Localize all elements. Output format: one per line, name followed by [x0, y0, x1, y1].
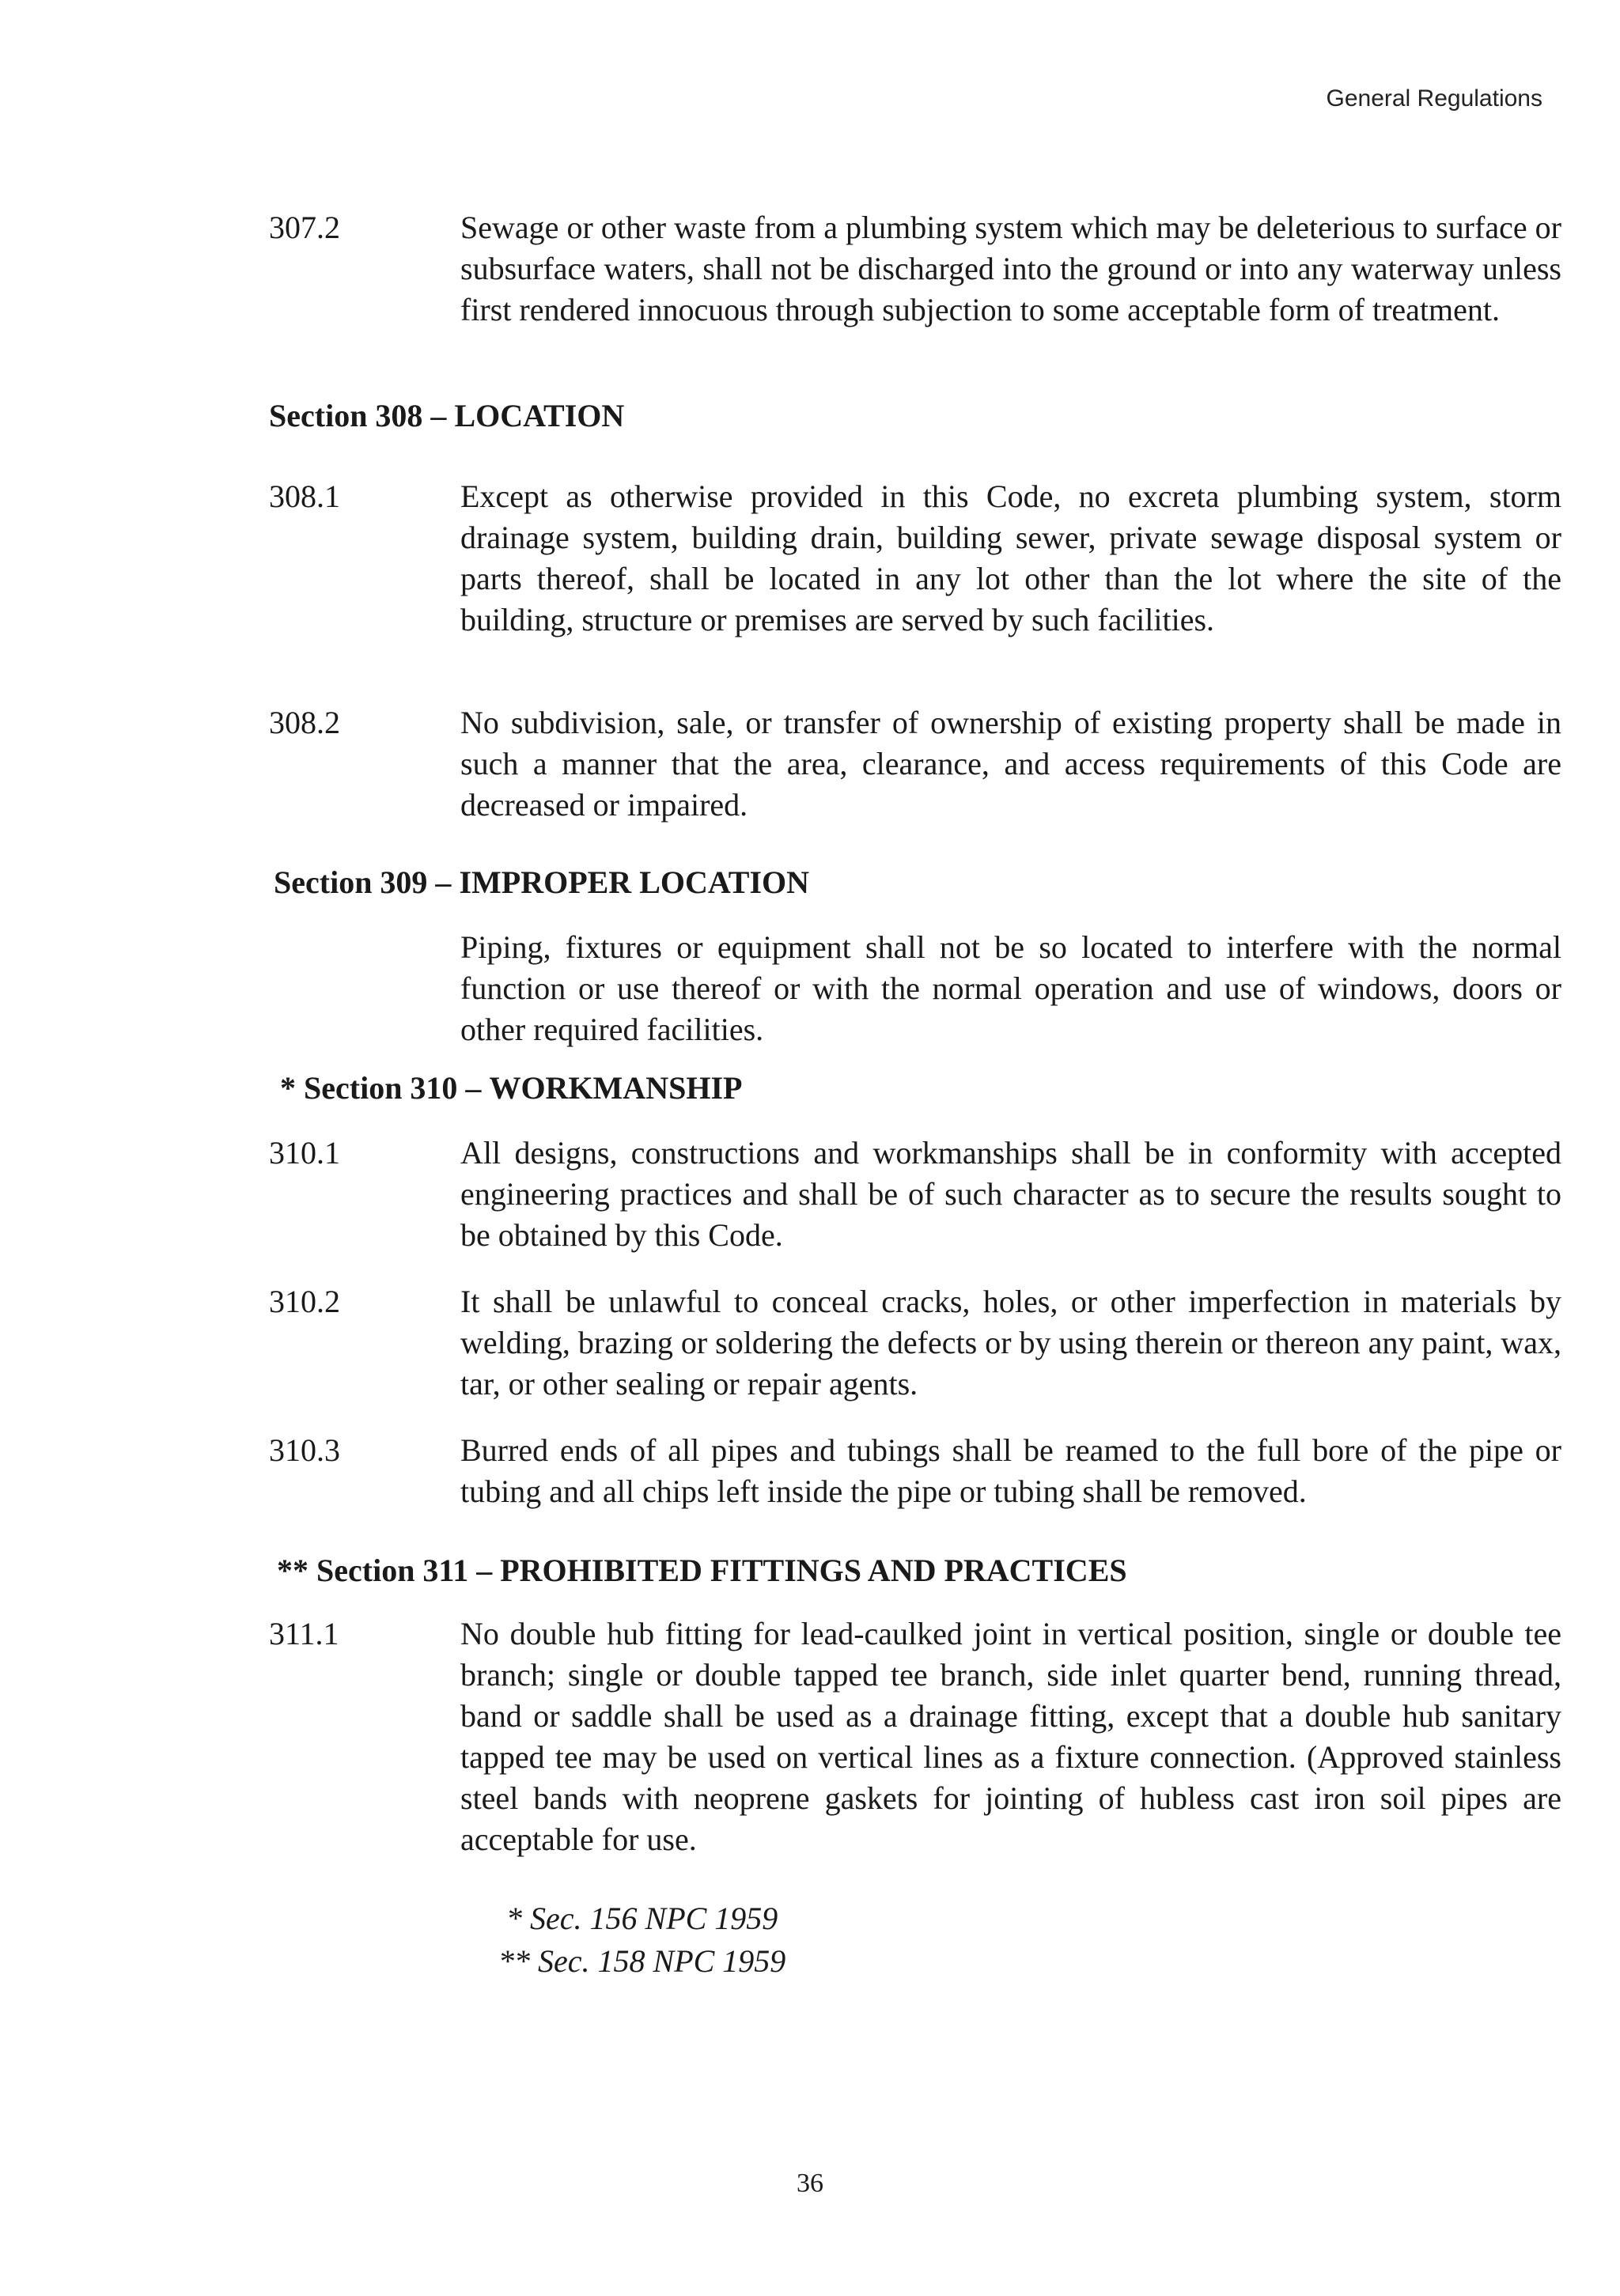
clause-number: 308.2	[269, 705, 340, 740]
section-title: IMPROPER LOCATION	[459, 864, 810, 900]
section-title: PROHIBITED FITTINGS AND PRACTICES	[500, 1553, 1127, 1588]
section-body-309: Piping, fixtures or equipment shall not be so located to interfere with the normal function or use thereof or with the normal operation and use of windows, doors or other required facilities.	[460, 929, 1561, 1047]
section-label: * Section 310 –	[280, 1070, 482, 1106]
section-label: Section 309 –	[274, 864, 452, 900]
clause-number: 308.1	[269, 478, 340, 514]
clause-number: 310.1	[269, 1135, 340, 1171]
clause-text: No double hub fitting for lead-caulked joint in vertical position, single or double tee branch; single or double tapped tee branch, side inlet quarter bend, running thread, band or saddle shall be used as a drainage fitting, except that a double hub sanitary tapped tee may be used on vertical lines as a fixture connection. (Approved stainless steel bands with neoprene gaskets for jointing of hubless cast iron soil pipes are acceptable for use.	[460, 1616, 1561, 1857]
footnote: * Sec. 156 NPC 1959	[506, 1901, 778, 1936]
section-heading-310	[280, 1069, 742, 1107]
page-number: 36	[797, 2169, 823, 2198]
section-heading-308	[269, 397, 624, 435]
clause-text: Except as otherwise provided in this Code, no excreta plumbing system, storm drainage system, building drain, building sewer, private sewage disposal system or parts thereof, shall be located in any lot other than the lot where the site of the building, structure or premises are served by such facilities.	[460, 478, 1561, 637]
clause-text: Sewage or other waste from a plumbing system which may be deleterious to surface or subsurface waters, shall not be discharged into the ground or into any waterway unless first rendered innocuous through subjection to some acceptable form of treatment.	[460, 210, 1561, 327]
clause-number: 307.2	[269, 210, 340, 245]
section-label: Section 308 –	[269, 398, 447, 433]
clause-number: 311.1	[269, 1616, 339, 1651]
clause-text: Burred ends of all pipes and tubings shall be reamed to the full bore of the pipe or tubing and all chips left inside the pipe or tubing shall be removed.	[460, 1432, 1561, 1509]
section-label: ** Section 311 –	[277, 1553, 493, 1588]
section-title: WORKMANSHIP	[489, 1070, 743, 1106]
section-heading-309	[274, 864, 809, 902]
footnote: ** Sec. 158 NPC 1959	[498, 1943, 786, 1979]
section-title: LOCATION	[454, 398, 625, 433]
running-header: General Regulations	[1326, 85, 1542, 112]
clause-number: 310.3	[269, 1432, 340, 1468]
clause-text: It shall be unlawful to conceal cracks, holes, or other imperfection in materials by welding, brazing or soldering the defects or by using therein or thereon any paint, wax, tar, or other sealing or repair agents.	[460, 1284, 1561, 1401]
clause-number: 310.2	[269, 1284, 340, 1319]
section-heading-311	[277, 1552, 1127, 1590]
clause-text: All designs, constructions and workmanships shall be in conformity with accepted engineering practices and shall be of such character as to secure the results sought to be obtained by this Code.	[460, 1135, 1561, 1253]
clause-text: No subdivision, sale, or transfer of ownership of existing property shall be made in such a manner that the area, clearance, and access requirements of this Code are decreased or impaired.	[460, 705, 1561, 823]
